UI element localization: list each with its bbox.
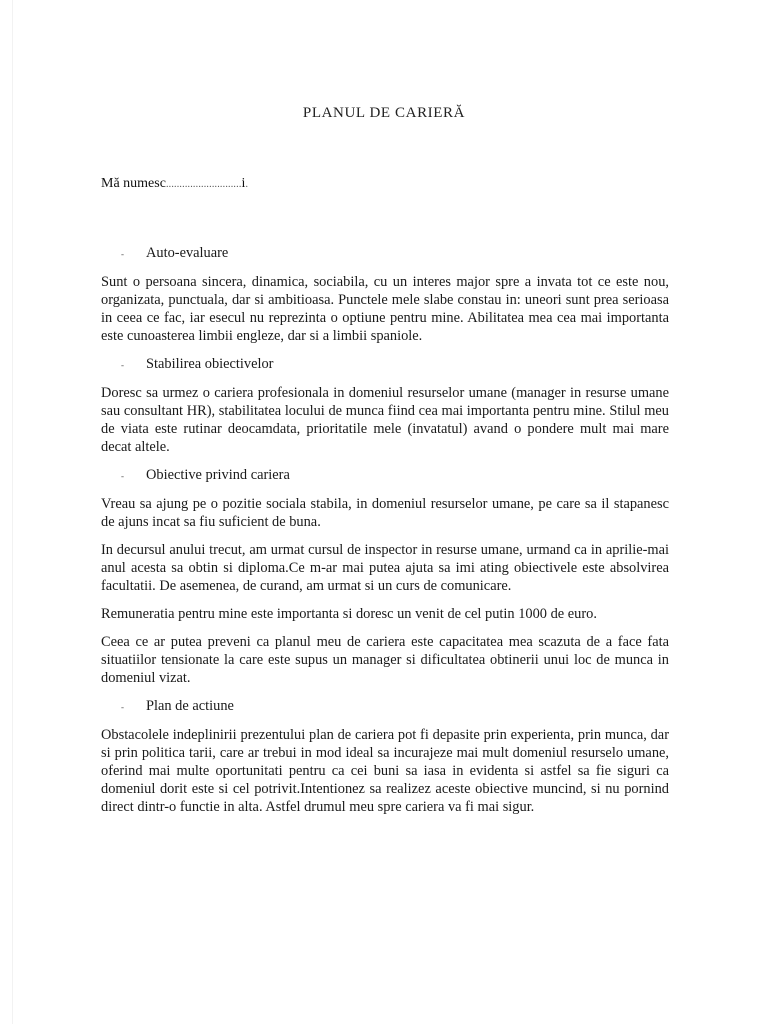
section-heading [101, 466, 669, 485]
name-label: Mă numesc [101, 176, 166, 191]
paragraph: Sunt o persoana sincera, dinamica, sociabila, cu un interes major spre a invata tot ce este nou, organizata, punctuala, dar si ambitioasa. Punctele mele slabe constau in: uneori sunt prea serioasa in ceea ce fac, iar esecul nu reprezinta o optiune pentru mine. Abilitatea mea cea mai importanta este cunoasterea limbii engleze, dar si a limbii spaniole. [101, 274, 669, 344]
paragraph: In decursul anului trecut, am urmat cursul de inspector in resurse umane, urmand ca in aprilie-mai anul acesta sa obtin si diploma.Ce m-ar mai putea ajuta sa imi ating obiectivele este absolvirea facultatii. De asemenea, de curand, am urmat si un curs de comunicare. [101, 542, 669, 594]
section-heading-text: Stabilirea obiectivelor [146, 356, 274, 372]
name-end: . [245, 179, 249, 190]
document-title: PLANUL DE CARIERĂ [302, 105, 466, 121]
bullet-dash-icon: - [121, 702, 124, 712]
paragraph: Doresc sa urmez o cariera profesionala in domeniul resurselor umane (manager in resurse umane sau consultant HR), stabilitatea locului de munca fiind cea mai importanta pentru mine. Stilul meu de viata este rutinar deocamdata, prioritatile mele (invatatul) avand o pondere mult mai mare decat altele. [101, 385, 669, 455]
bullet-dash-icon: - [121, 249, 124, 259]
section-heading-text: Obiective privind cariera [146, 467, 290, 483]
page-edge-line [12, 0, 13, 1024]
paragraph: Vreau sa ajung pe o pozitie sociala stabila, in domeniul resurselor umane, pe care sa il stapanesc de ajuns incat sa fiu suficient de buna. [101, 496, 669, 530]
paragraph: Remuneratia pentru mine este importanta si doresc un venit de cel putin 1000 de euro. [101, 606, 597, 622]
section-heading-text: Plan de actiune [146, 698, 234, 714]
paragraph: Ceea ce ar putea preveni ca planul meu de cariera este capacitatea mea scazuta de a face fata situatiilor tensionate la care este supus un manager si dificultatea obtinerii unui loc de munca in domeniul vizat. [101, 634, 669, 686]
bullet-dash-icon: - [121, 360, 124, 370]
name-value: i [241, 176, 246, 191]
section-heading [101, 244, 669, 263]
section-heading [101, 697, 669, 716]
document-body [101, 244, 669, 826]
section-heading-text: Auto-evaluare [146, 245, 229, 261]
bullet-dash-icon: - [121, 471, 124, 481]
name-dots: ............................ [165, 179, 242, 190]
name-line [101, 176, 248, 192]
paragraph: Obstacolele indeplinirii prezentului plan de cariera pot fi depasite prin experienta, prin munca, dar si prin politica tarii, care ar trebui in mod ideal sa incurajeze mai mult domeniul resurselo umane, oferind mai multe oportunitati pentru ca cei buni sa iasa in evidenta si astfel sa fie siguri ca domeniul dorit este si cel potrivit.Intentionez sa realizez aceste obiective muncind, si nu pornind direct dintr-o functie in alta. Astfel drumul meu spre cariera va fi mai sigur. [101, 727, 669, 815]
section-heading [101, 355, 669, 374]
